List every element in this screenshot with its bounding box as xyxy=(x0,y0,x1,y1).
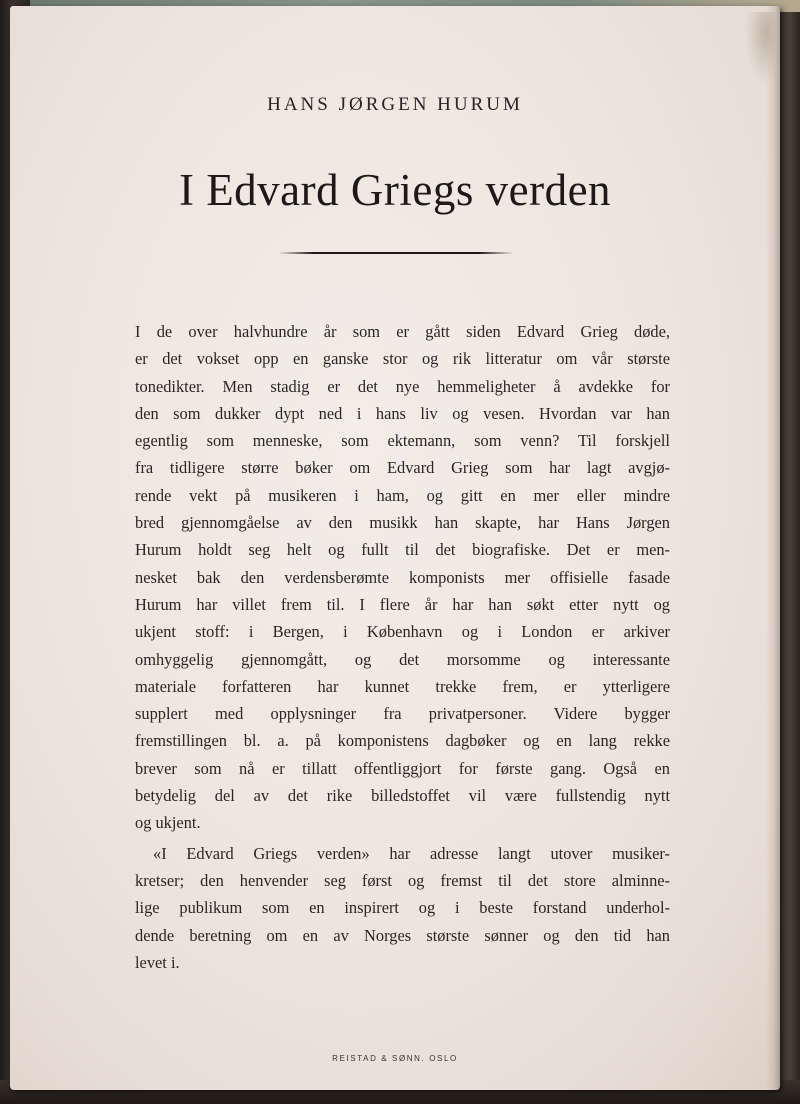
blurb-line: materiale forfatteren har kunnet trekke frem, er ytterligere xyxy=(135,676,670,696)
book-title: I Edvard Griegs verden xyxy=(178,165,612,215)
blurb-line: den som dukker dypt ned i hans liv og vesen. Hvordan var han xyxy=(135,403,670,423)
blurb-line: kretser; den henvender seg først og fremst til det store alminne- xyxy=(135,870,670,890)
blurb-line: tonedikter. Men stadig er det nye hemmeligheter å avdekke for xyxy=(135,376,670,396)
blurb-line: levet i. xyxy=(135,952,180,972)
blurb-line: egentlig som menneske, som ektemann, som venn? Til forskjell xyxy=(135,431,670,451)
blurb-paragraph-1 xyxy=(135,318,670,837)
publisher-imprint: REISTAD & SØNN. OSLO xyxy=(332,1054,458,1063)
blurb-line: lige publikum som en inspirert og i beste forstand underhol- xyxy=(135,898,670,918)
blurb-line: betydelig del av det rike billedstoffet vil være fullstendig nytt xyxy=(135,786,670,806)
blurb-line: er det vokset opp en ganske stor og rik litteratur om vår største xyxy=(135,349,670,369)
blurb-line: «I Edvard Griegs verden» har adresse langt utover musiker- xyxy=(153,843,670,863)
blurb-line: ukjent stoff: i Bergen, i København og i London er arkiver xyxy=(135,622,670,642)
blurb-line: I de over halvhundre år som er gått siden Edvard Grieg døde, xyxy=(135,322,670,341)
blurb-line: fra tidligere større bøker om Edvard Grieg som har lagt avgjø- xyxy=(135,458,670,478)
blurb-line: brever som nå er tillatt offentliggjort for første gang. Også en xyxy=(135,758,670,778)
blurb-line: dende beretning om en av Norges største sønner og den tid han xyxy=(135,925,670,945)
blurb-line: bred gjennomgåelse av den musikk han skapte, har Hans Jørgen xyxy=(135,513,670,533)
blurb-line: fremstillingen bl. a. på komponistens dagbøker og en lang rekke xyxy=(135,731,670,751)
blurb-line: rende vekt på musikeren i ham, og gitt en mer eller mindre xyxy=(135,485,670,505)
blurb-line: omhyggelig gjennomgått, og det morsomme og interessante xyxy=(135,649,670,669)
blurb-paragraph-2 xyxy=(135,840,670,976)
blurb-line: og ukjent. xyxy=(135,813,201,833)
book-back-cover xyxy=(10,6,780,1090)
blurb-line: Hurum holdt seg helt og fullt til det biografiske. Det er men- xyxy=(135,540,670,560)
title-divider xyxy=(278,252,514,254)
cover-wear-mark xyxy=(746,12,776,82)
blurb-line: nesket bak den verdensberømte komponists mer offisielle fasade xyxy=(135,567,670,587)
blurb-line: supplert med opplysninger fra privatpersoner. Videre bygger xyxy=(135,704,670,724)
blurb-text xyxy=(135,318,670,976)
blurb-line: Hurum har villet frem til. I flere år har han søkt etter nytt og xyxy=(135,594,670,614)
author-name: HANS JØRGEN HURUM xyxy=(267,94,523,115)
